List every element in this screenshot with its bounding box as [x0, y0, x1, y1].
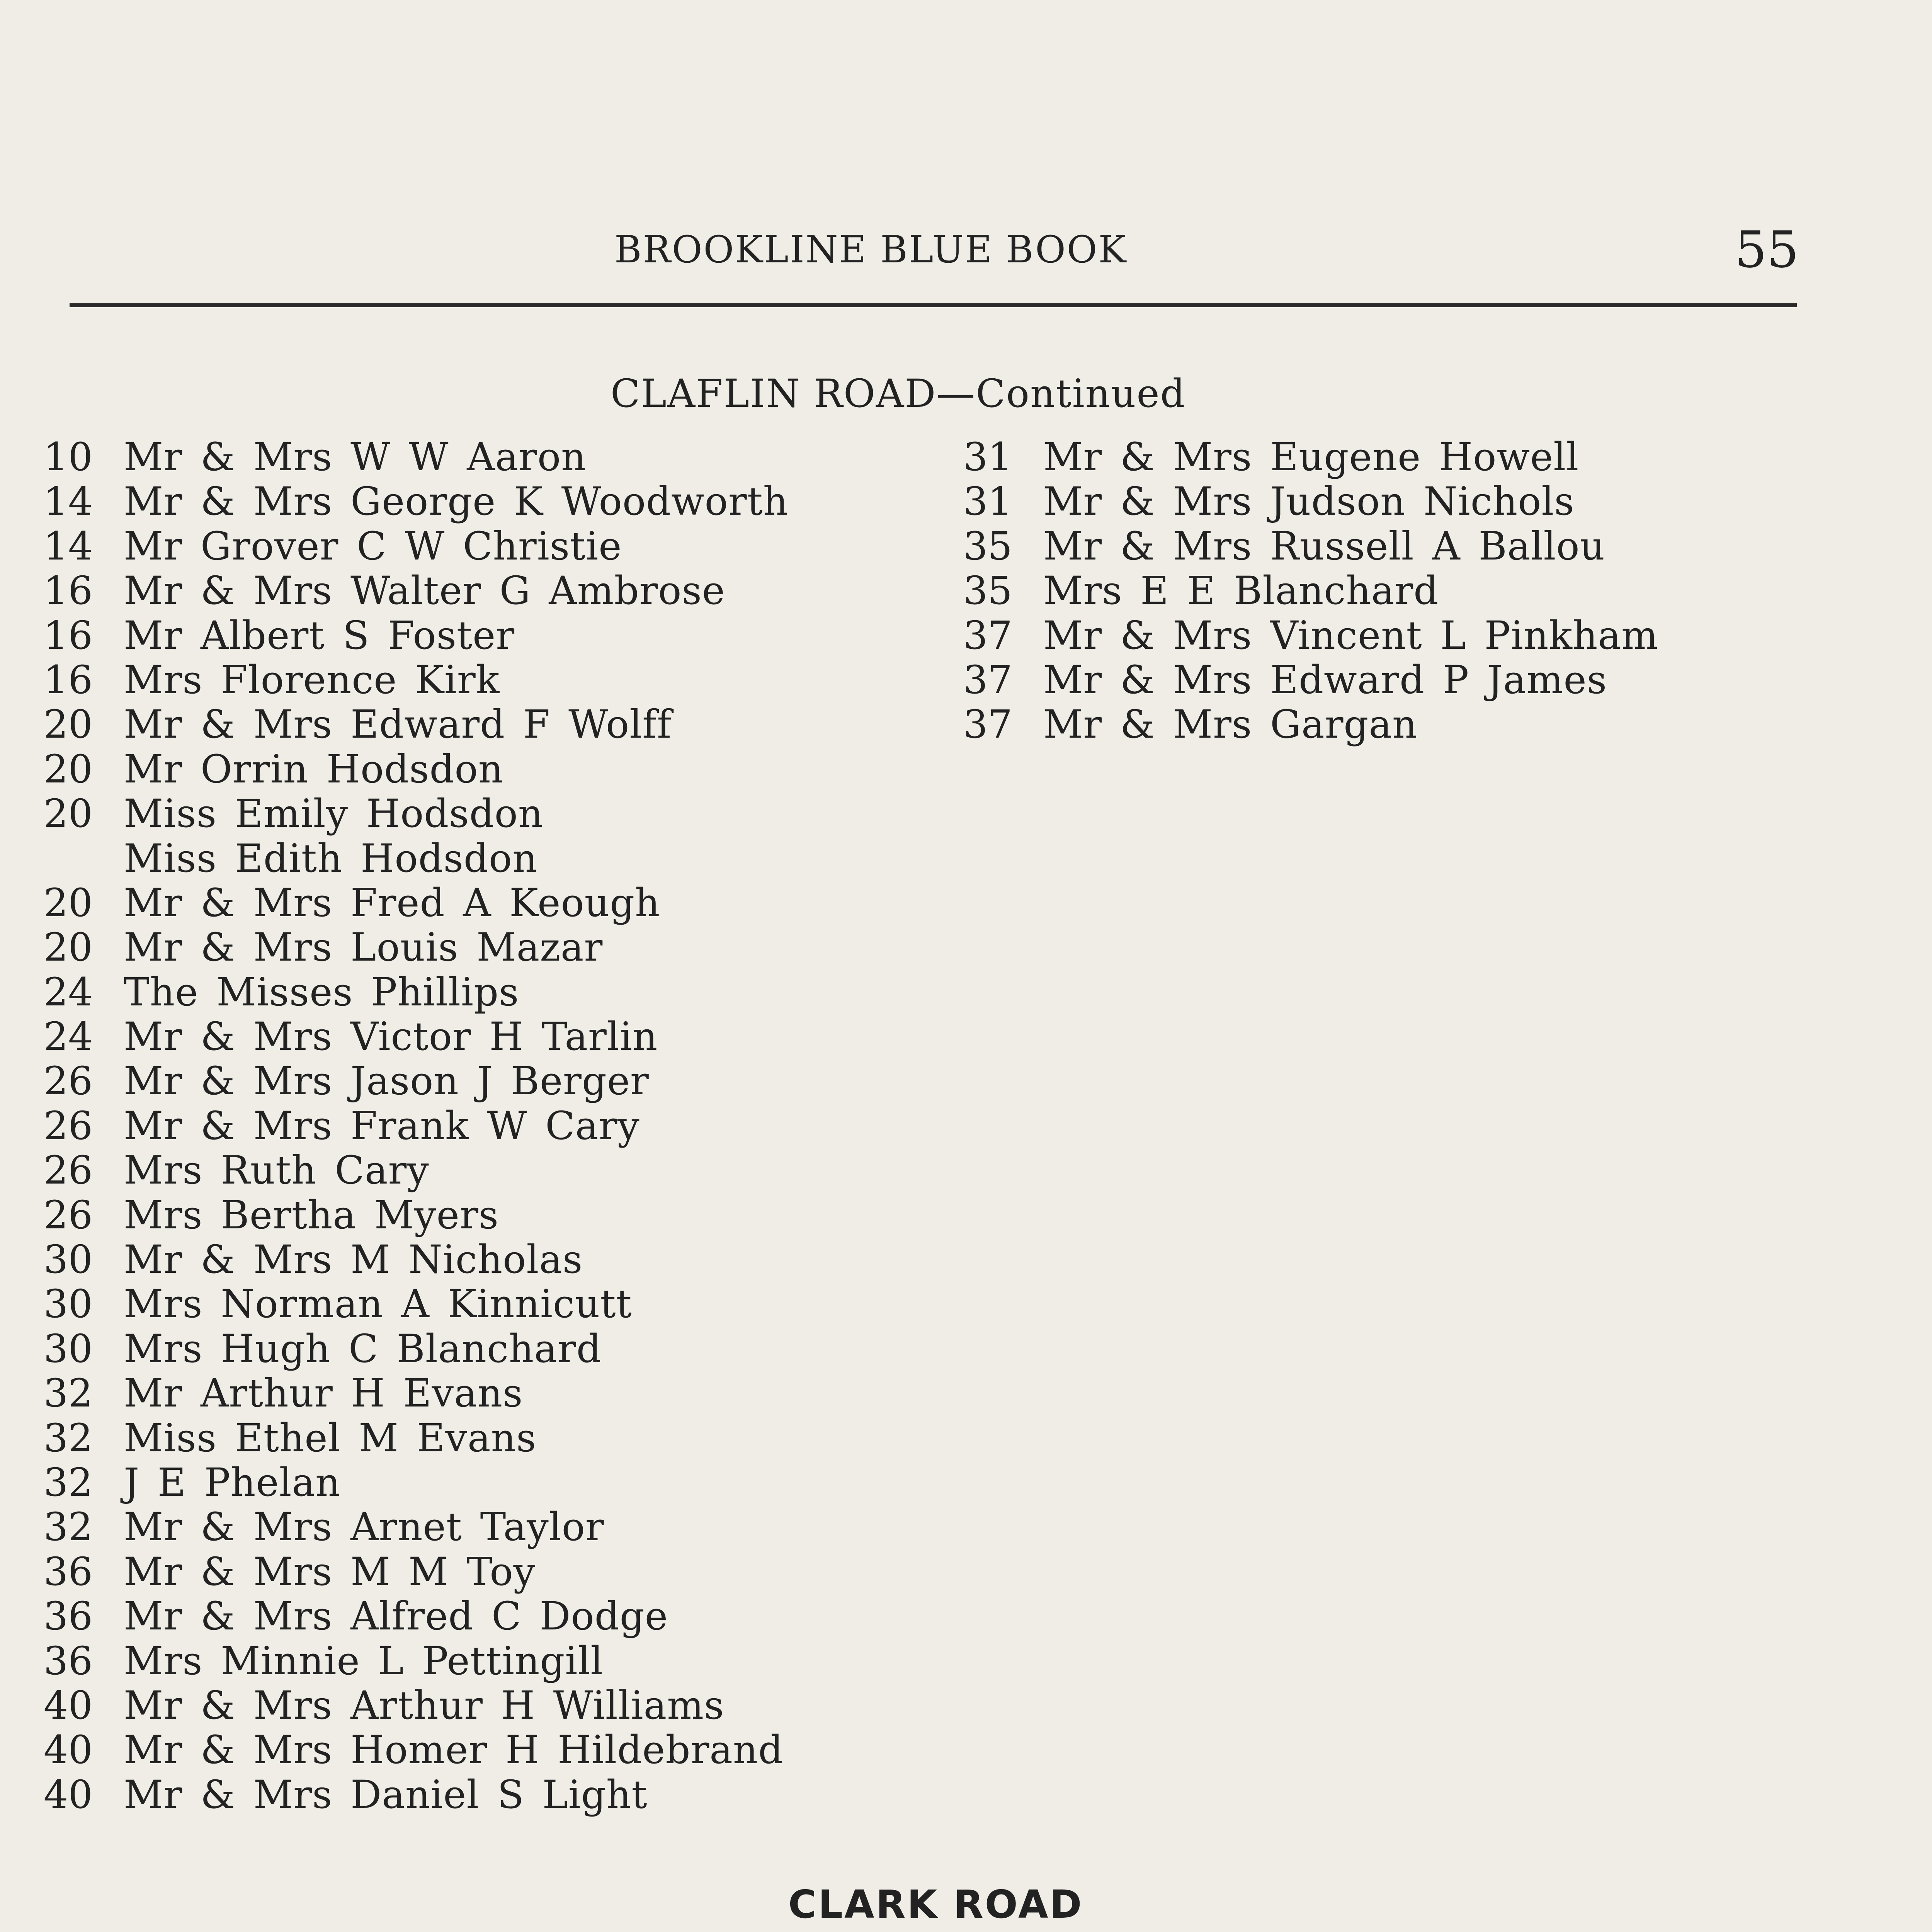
- house-number: 20: [43, 746, 93, 792]
- resident-name: Mr & Mrs George K Woodworth: [124, 479, 789, 524]
- resident-name: Mr & Mrs Louis Mazar: [124, 925, 603, 970]
- house-number: 20: [43, 880, 93, 925]
- house-number: 37: [963, 702, 1012, 747]
- house-number: 40: [43, 1772, 93, 1817]
- resident-name: Mr & Mrs Jason J Berger: [124, 1058, 649, 1104]
- house-number: 20: [43, 791, 93, 837]
- resident-name: Mrs E E Blanchard: [1043, 568, 1439, 614]
- house-number: 26: [43, 1192, 93, 1238]
- resident-name: Mr & Mrs W W Aaron: [124, 434, 587, 480]
- resident-name: Mrs Norman A Kinnicutt: [124, 1281, 632, 1327]
- resident-name: J E Phelan: [124, 1459, 341, 1505]
- house-number: 16: [43, 612, 93, 658]
- resident-name: Mrs Bertha Myers: [124, 1192, 499, 1238]
- running-header-title: BROOKLINE BLUE BOOK: [614, 228, 1128, 271]
- house-number: 16: [43, 657, 93, 702]
- header-rule: [70, 303, 1797, 307]
- house-number: 35: [963, 568, 1012, 614]
- house-number: 26: [43, 1148, 93, 1193]
- resident-name: Mr & Mrs Eugene Howell: [1043, 434, 1579, 480]
- house-number: 32: [43, 1415, 93, 1461]
- resident-name: Mr & Mrs Frank W Cary: [124, 1103, 640, 1148]
- resident-name: Mr & Mrs Arnet Taylor: [124, 1504, 604, 1550]
- resident-name: Mr Grover C W Christie: [124, 523, 622, 569]
- house-number: 30: [43, 1281, 93, 1327]
- resident-name: Mr & Mrs M M Toy: [124, 1549, 536, 1594]
- house-number: 14: [43, 479, 93, 524]
- resident-name: Mr & Mrs Victor H Tarlin: [124, 1014, 658, 1060]
- clark-road-heading: CLARK ROAD: [788, 1882, 1083, 1927]
- house-number: 26: [43, 1103, 93, 1148]
- resident-name: Mr Arthur H Evans: [124, 1371, 523, 1416]
- house-number: 40: [43, 1727, 93, 1773]
- house-number: 37: [963, 657, 1012, 702]
- resident-name: Mr & Mrs Daniel S Light: [124, 1772, 648, 1817]
- house-number: 40: [43, 1682, 93, 1728]
- house-number: 31: [963, 479, 1012, 524]
- page-number: 55: [1735, 220, 1799, 279]
- resident-name: Mr & Mrs Edward P James: [1043, 657, 1607, 702]
- resident-name: Mr & Mrs Edward F Wolff: [124, 702, 672, 747]
- resident-name: Miss Edith Hodsdon: [124, 835, 538, 881]
- house-number: 24: [43, 1014, 93, 1060]
- resident-name: Mr & Mrs Gargan: [1043, 702, 1418, 747]
- house-number: 32: [43, 1504, 93, 1550]
- resident-name: Miss Ethel M Evans: [124, 1415, 537, 1461]
- house-number: 35: [963, 523, 1012, 569]
- resident-name: Mr & Mrs Fred A Keough: [124, 880, 660, 925]
- resident-name: Mr & Mrs Alfred C Dodge: [124, 1594, 668, 1639]
- house-number: 32: [43, 1371, 93, 1416]
- claflin-road-heading: CLAFLIN ROAD—Continued: [611, 371, 1186, 416]
- resident-name: Mr & Mrs M Nicholas: [124, 1237, 583, 1282]
- resident-name: Mr & Mrs Judson Nichols: [1043, 479, 1575, 524]
- resident-name: Mr & Mrs Arthur H Williams: [124, 1682, 724, 1728]
- resident-name: Mr & Mrs Russell A Ballou: [1043, 523, 1605, 569]
- house-number: 36: [43, 1549, 93, 1594]
- house-number: 31: [963, 434, 1012, 480]
- house-number: 20: [43, 702, 93, 747]
- resident-name: Mrs Florence Kirk: [124, 657, 500, 702]
- resident-name: The Misses Phillips: [124, 969, 519, 1015]
- house-number: 32: [43, 1459, 93, 1505]
- resident-name: Mrs Minnie L Pettingill: [124, 1638, 604, 1684]
- resident-name: Mr & Mrs Homer H Hildebrand: [124, 1727, 784, 1773]
- resident-name: Mrs Ruth Cary: [124, 1148, 429, 1193]
- resident-name: Miss Emily Hodsdon: [124, 791, 544, 837]
- house-number: 24: [43, 969, 93, 1015]
- resident-name: Mrs Hugh C Blanchard: [124, 1326, 602, 1371]
- house-number: 37: [963, 612, 1012, 658]
- resident-name: Mr Orrin Hodsdon: [124, 746, 504, 792]
- house-number: 36: [43, 1594, 93, 1639]
- house-number: 30: [43, 1237, 93, 1282]
- house-number: 26: [43, 1058, 93, 1104]
- house-number: 16: [43, 568, 93, 614]
- resident-name: Mr & Mrs Vincent L Pinkham: [1043, 612, 1658, 658]
- house-number: 10: [43, 434, 93, 480]
- house-number: 14: [43, 523, 93, 569]
- house-number: 20: [43, 925, 93, 970]
- resident-name: Mr & Mrs Walter G Ambrose: [124, 568, 725, 614]
- house-number: 36: [43, 1638, 93, 1684]
- house-number: 30: [43, 1326, 93, 1371]
- resident-name: Mr Albert S Foster: [124, 612, 515, 658]
